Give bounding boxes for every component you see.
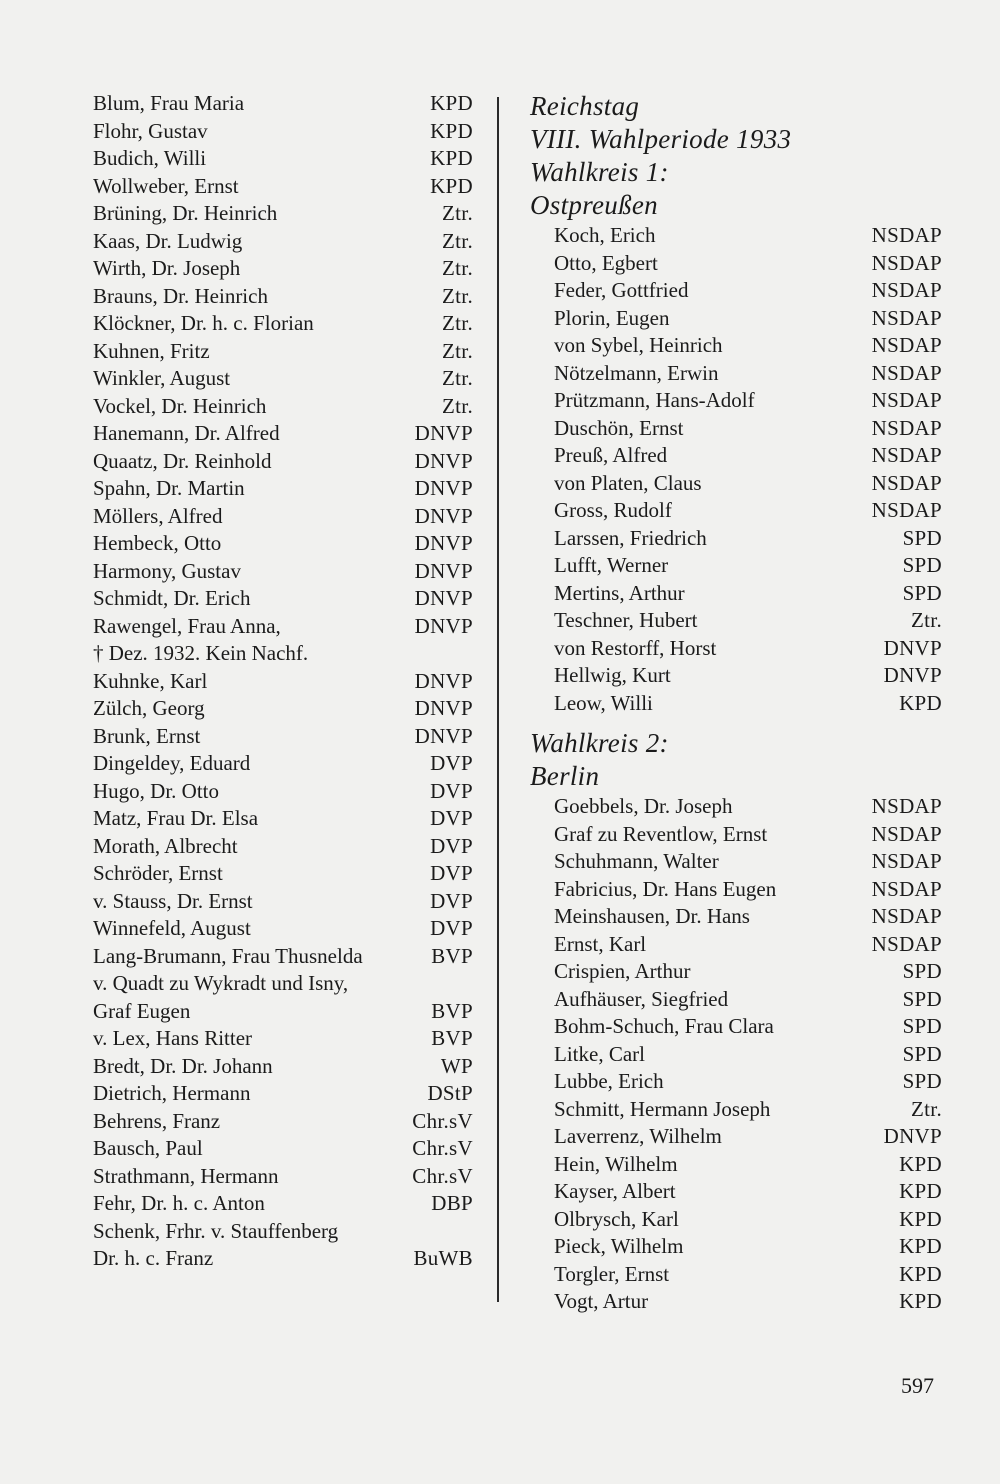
member-name: Teschner, Hubert bbox=[554, 608, 698, 632]
member-party: DVP bbox=[430, 778, 473, 803]
member-name: Pieck, Wilhelm bbox=[554, 1234, 684, 1258]
member-party: DNVP bbox=[414, 613, 473, 638]
member-name: Preuß, Alfred bbox=[554, 443, 668, 467]
member-row bbox=[93, 420, 473, 448]
member-party: DNVP bbox=[414, 531, 473, 555]
member-name: Hein, Wilhelm bbox=[554, 1151, 678, 1176]
member-party: SPD bbox=[902, 959, 942, 983]
member-party: DVP bbox=[430, 916, 473, 940]
member-name: Feder, Gottfried bbox=[554, 278, 689, 302]
member-party: NSDAP bbox=[871, 904, 942, 928]
member-name: Kuhnen, Fritz bbox=[93, 338, 210, 363]
member-party: Ztr. bbox=[442, 366, 473, 390]
member-row bbox=[530, 821, 942, 849]
member-party: DNVP bbox=[414, 558, 473, 583]
member-name: Spahn, Dr. Martin bbox=[93, 476, 245, 500]
member-name: Nötzelmann, Erwin bbox=[554, 360, 719, 385]
member-row bbox=[530, 1068, 942, 1096]
member-row bbox=[93, 860, 473, 888]
member-row bbox=[93, 393, 473, 421]
member-name: Kaas, Dr. Ludwig bbox=[93, 228, 243, 253]
member-party: NSDAP bbox=[871, 333, 942, 357]
member-row bbox=[93, 90, 473, 118]
member-row bbox=[93, 943, 473, 971]
member-party: DNVP bbox=[414, 503, 473, 528]
member-party: Ztr. bbox=[442, 311, 473, 335]
member-row bbox=[530, 1096, 942, 1124]
member-row bbox=[530, 415, 942, 443]
member-name: Schuhmann, Walter bbox=[554, 849, 719, 873]
member-row bbox=[93, 228, 473, 256]
member-name: Hellwig, Kurt bbox=[554, 663, 671, 687]
member-name: Leow, Willi bbox=[554, 690, 653, 715]
member-party: SPD bbox=[902, 525, 942, 550]
member-row bbox=[93, 778, 473, 806]
member-party: Ztr. bbox=[442, 201, 473, 225]
member-row bbox=[93, 503, 473, 531]
member-name: Dingeldey, Eduard bbox=[93, 751, 251, 775]
member-row bbox=[93, 1053, 473, 1081]
member-row bbox=[530, 903, 942, 931]
member-row bbox=[530, 360, 942, 388]
member-name: Litke, Carl bbox=[554, 1041, 645, 1066]
member-party: Ztr. bbox=[442, 283, 473, 308]
member-name: Morath, Albrecht bbox=[93, 833, 238, 858]
member-row bbox=[530, 848, 942, 876]
column-divider bbox=[497, 97, 499, 1302]
member-row bbox=[530, 1151, 942, 1179]
member-row bbox=[530, 1123, 942, 1151]
member-name: Dr. h. c. Franz bbox=[93, 1246, 214, 1270]
member-name: Rawengel, Frau Anna, bbox=[93, 613, 281, 638]
member-row bbox=[93, 1218, 473, 1246]
member-party: SPD bbox=[902, 986, 942, 1011]
member-party: BVP bbox=[431, 1026, 473, 1050]
member-party: DVP bbox=[430, 751, 473, 775]
member-party: NSDAP bbox=[871, 876, 942, 901]
member-party: DVP bbox=[430, 806, 473, 830]
member-name: Harmony, Gustav bbox=[93, 558, 241, 583]
member-name: Strathmann, Hermann bbox=[93, 1163, 279, 1188]
member-party: SPD bbox=[902, 1069, 942, 1093]
member-row bbox=[530, 635, 942, 663]
member-name: Vogt, Artur bbox=[554, 1289, 649, 1313]
member-party: Ztr. bbox=[442, 228, 473, 253]
member-party: NSDAP bbox=[871, 849, 942, 873]
member-row bbox=[530, 1233, 942, 1261]
member-name: v. Stauss, Dr. Ernst bbox=[93, 888, 253, 913]
member-party: BVP bbox=[431, 998, 473, 1023]
member-name: Wirth, Dr. Joseph bbox=[93, 256, 241, 280]
member-name: v. Lex, Hans Ritter bbox=[93, 1026, 253, 1050]
member-party: Ztr. bbox=[442, 338, 473, 363]
member-party: NSDAP bbox=[871, 388, 942, 412]
member-party: DNVP bbox=[414, 448, 473, 473]
member-name: Otto, Egbert bbox=[554, 250, 658, 275]
member-name: v. Quadt zu Wykradt und Isny, bbox=[93, 971, 349, 995]
member-name: Mertins, Arthur bbox=[554, 580, 685, 605]
member-name: Prützmann, Hans-Adolf bbox=[554, 388, 755, 412]
member-name: Schmitt, Hermann Joseph bbox=[554, 1096, 771, 1121]
page-number: 597 bbox=[901, 1373, 934, 1398]
member-name: Torgler, Ernst bbox=[554, 1261, 670, 1286]
member-party: NSDAP bbox=[871, 794, 942, 818]
member-name: von Restorff, Horst bbox=[554, 635, 717, 660]
member-row bbox=[93, 750, 473, 778]
member-row bbox=[93, 970, 473, 998]
member-name: Klöckner, Dr. h. c. Florian bbox=[93, 311, 314, 335]
member-party: NSDAP bbox=[871, 223, 942, 247]
member-row bbox=[93, 255, 473, 283]
member-party: KPD bbox=[899, 1206, 942, 1231]
member-party: DVP bbox=[430, 888, 473, 913]
member-row bbox=[530, 580, 942, 608]
member-row bbox=[530, 1206, 942, 1234]
member-party: NSDAP bbox=[871, 278, 942, 302]
member-party: KPD bbox=[899, 1179, 942, 1203]
member-party: KPD bbox=[899, 1234, 942, 1258]
member-name: Kayser, Albert bbox=[554, 1179, 676, 1203]
member-name: Brauns, Dr. Heinrich bbox=[93, 283, 268, 308]
member-party: NSDAP bbox=[871, 821, 942, 846]
member-row bbox=[93, 1163, 473, 1191]
member-name: Behrens, Franz bbox=[93, 1108, 221, 1133]
member-row bbox=[93, 1190, 473, 1218]
member-row bbox=[530, 305, 942, 333]
member-party: NSDAP bbox=[871, 470, 942, 495]
member-row bbox=[530, 277, 942, 305]
member-row bbox=[530, 662, 942, 690]
member-row bbox=[93, 365, 473, 393]
member-name: Larssen, Friedrich bbox=[554, 525, 707, 550]
member-name: Aufhäuser, Siegfried bbox=[554, 986, 729, 1011]
member-row bbox=[530, 986, 942, 1014]
member-name: Koch, Erich bbox=[554, 223, 656, 247]
member-name: Schenk, Frhr. v. Stauffenberg bbox=[93, 1218, 339, 1243]
member-row bbox=[93, 310, 473, 338]
member-party: DNVP bbox=[414, 476, 473, 500]
member-party: BVP bbox=[431, 943, 473, 968]
member-row bbox=[93, 998, 473, 1026]
member-row bbox=[530, 470, 942, 498]
member-name: Quaatz, Dr. Reinhold bbox=[93, 448, 272, 473]
member-party: Chr.sV bbox=[412, 1163, 473, 1188]
member-party: KPD bbox=[430, 173, 473, 198]
member-party: DNVP bbox=[414, 421, 473, 445]
member-row bbox=[93, 118, 473, 146]
member-name: Graf Eugen bbox=[93, 998, 191, 1023]
member-party: Ztr. bbox=[442, 393, 473, 418]
member-name: Ernst, Karl bbox=[554, 931, 647, 956]
member-row bbox=[530, 958, 942, 986]
member-row bbox=[530, 250, 942, 278]
member-row bbox=[93, 1245, 473, 1273]
member-row bbox=[93, 1025, 473, 1053]
member-name: Schmidt, Dr. Erich bbox=[93, 586, 251, 610]
member-name: Wollweber, Ernst bbox=[93, 173, 239, 198]
member-name: Olbrysch, Karl bbox=[554, 1206, 679, 1231]
member-row bbox=[530, 332, 942, 360]
member-name: Laverrenz, Wilhelm bbox=[554, 1124, 722, 1148]
legislature-heading: VIII. Wahlperiode 1933 bbox=[530, 124, 792, 154]
member-party: Chr.sV bbox=[412, 1108, 473, 1133]
member-name: von Sybel, Heinrich bbox=[554, 333, 723, 357]
member-row bbox=[93, 695, 473, 723]
member-row bbox=[93, 640, 473, 668]
member-party: Ztr. bbox=[442, 256, 473, 280]
member-party: DNVP bbox=[883, 1124, 942, 1148]
member-party: KPD bbox=[899, 1289, 942, 1313]
member-name: † Dez. 1932. Kein Nachf. bbox=[93, 641, 309, 665]
member-name: Lubbe, Erich bbox=[554, 1069, 664, 1093]
member-name: Hugo, Dr. Otto bbox=[93, 778, 219, 803]
section-gap bbox=[530, 717, 942, 727]
member-row bbox=[530, 552, 942, 580]
constituency-heading: Wahlkreis 1: bbox=[530, 157, 669, 187]
member-name: Hembeck, Otto bbox=[93, 531, 222, 555]
member-name: Zülch, Georg bbox=[93, 696, 205, 720]
member-row bbox=[93, 888, 473, 916]
constituency-heading: Ostpreußen bbox=[530, 190, 658, 220]
member-row bbox=[93, 173, 473, 201]
member-row bbox=[530, 876, 942, 904]
member-party: NSDAP bbox=[871, 931, 942, 956]
member-name: Duschön, Ernst bbox=[554, 415, 684, 440]
member-name: Bredt, Dr. Dr. Johann bbox=[93, 1053, 273, 1078]
member-row bbox=[530, 1013, 942, 1041]
member-name: Fabricius, Dr. Hans Eugen bbox=[554, 876, 777, 901]
member-row bbox=[530, 387, 942, 415]
member-row bbox=[93, 805, 473, 833]
member-name: Matz, Frau Dr. Elsa bbox=[93, 806, 259, 830]
member-row bbox=[530, 690, 942, 718]
member-row bbox=[93, 338, 473, 366]
right-column-member-list bbox=[530, 90, 942, 1316]
member-party: DVP bbox=[430, 861, 473, 885]
member-row bbox=[93, 530, 473, 558]
member-name: Schröder, Ernst bbox=[93, 861, 223, 885]
member-name: Bausch, Paul bbox=[93, 1136, 203, 1160]
member-row bbox=[93, 145, 473, 173]
member-row bbox=[530, 497, 942, 525]
member-name: Winnefeld, August bbox=[93, 916, 251, 940]
member-row bbox=[530, 525, 942, 553]
member-row bbox=[530, 222, 942, 250]
member-party: Ztr. bbox=[911, 1096, 942, 1121]
member-name: Goebbels, Dr. Joseph bbox=[554, 794, 733, 818]
legislature-heading: Reichstag bbox=[530, 91, 640, 121]
member-name: Crispien, Arthur bbox=[554, 959, 691, 983]
member-name: Meinshausen, Dr. Hans bbox=[554, 904, 750, 928]
member-name: Brüning, Dr. Heinrich bbox=[93, 201, 278, 225]
member-name: Plorin, Eugen bbox=[554, 305, 670, 330]
member-party: SPD bbox=[902, 1041, 942, 1066]
member-name: Budich, Willi bbox=[93, 146, 207, 170]
member-party: WP bbox=[440, 1053, 473, 1078]
left-column-member-list bbox=[93, 90, 473, 1273]
member-party: DNVP bbox=[414, 586, 473, 610]
member-name: Vockel, Dr. Heinrich bbox=[93, 393, 267, 418]
member-name: von Platen, Claus bbox=[554, 470, 702, 495]
member-row bbox=[93, 613, 473, 641]
member-row bbox=[530, 1261, 942, 1289]
member-party: DNVP bbox=[883, 635, 942, 660]
member-row bbox=[93, 833, 473, 861]
member-row bbox=[93, 200, 473, 228]
member-row bbox=[93, 1135, 473, 1163]
member-row bbox=[93, 723, 473, 751]
member-party: KPD bbox=[899, 1261, 942, 1286]
member-party: NSDAP bbox=[871, 360, 942, 385]
member-party: BuWB bbox=[413, 1246, 473, 1270]
member-row bbox=[530, 1288, 942, 1316]
member-name: Gross, Rudolf bbox=[554, 498, 672, 522]
member-party: KPD bbox=[430, 91, 473, 115]
member-name: Hanemann, Dr. Alfred bbox=[93, 421, 280, 445]
member-row bbox=[93, 558, 473, 586]
member-party: KPD bbox=[899, 1151, 942, 1176]
member-party: SPD bbox=[902, 580, 942, 605]
member-row bbox=[530, 1041, 942, 1069]
member-party: KPD bbox=[430, 146, 473, 170]
member-name: Winkler, August bbox=[93, 366, 231, 390]
member-party: SPD bbox=[902, 553, 942, 577]
member-row bbox=[530, 931, 942, 959]
member-name: Möllers, Alfred bbox=[93, 503, 223, 528]
member-name: Lang-Brumann, Frau Thusnelda bbox=[93, 943, 363, 968]
member-name: Bohm-Schuch, Frau Clara bbox=[554, 1014, 774, 1038]
member-party: DBP bbox=[431, 1191, 473, 1215]
member-row bbox=[530, 793, 942, 821]
member-name: Dietrich, Hermann bbox=[93, 1081, 251, 1105]
member-row bbox=[93, 1080, 473, 1108]
member-row bbox=[93, 448, 473, 476]
member-party: NSDAP bbox=[871, 443, 942, 467]
member-party: KPD bbox=[430, 118, 473, 143]
member-name: Fehr, Dr. h. c. Anton bbox=[93, 1191, 265, 1215]
constituency-heading: Berlin bbox=[530, 761, 600, 791]
member-party: SPD bbox=[902, 1014, 942, 1038]
member-name: Flohr, Gustav bbox=[93, 118, 208, 143]
constituency-heading: Wahlkreis 2: bbox=[530, 728, 669, 758]
member-row bbox=[530, 607, 942, 635]
member-party: KPD bbox=[899, 690, 942, 715]
member-row bbox=[93, 585, 473, 613]
member-party: NSDAP bbox=[871, 305, 942, 330]
member-row bbox=[530, 442, 942, 470]
member-row bbox=[93, 283, 473, 311]
member-name: Kuhnke, Karl bbox=[93, 668, 208, 693]
member-party: DNVP bbox=[414, 668, 473, 693]
member-row bbox=[93, 1108, 473, 1136]
member-party: NSDAP bbox=[871, 250, 942, 275]
member-name: Lufft, Werner bbox=[554, 553, 669, 577]
member-name: Blum, Frau Maria bbox=[93, 91, 245, 115]
member-name: Graf zu Reventlow, Ernst bbox=[554, 821, 768, 846]
member-row bbox=[93, 915, 473, 943]
member-party: DNVP bbox=[883, 663, 942, 687]
member-row bbox=[93, 475, 473, 503]
member-party: DStP bbox=[427, 1081, 473, 1105]
member-party: Ztr. bbox=[911, 608, 942, 632]
member-row bbox=[530, 1178, 942, 1206]
member-party: DNVP bbox=[414, 723, 473, 748]
member-party: Chr.sV bbox=[412, 1136, 473, 1160]
member-name: Brunk, Ernst bbox=[93, 723, 201, 748]
member-party: DVP bbox=[430, 833, 473, 858]
member-party: NSDAP bbox=[871, 415, 942, 440]
member-row bbox=[93, 668, 473, 696]
member-party: NSDAP bbox=[871, 498, 942, 522]
member-party: DNVP bbox=[414, 696, 473, 720]
